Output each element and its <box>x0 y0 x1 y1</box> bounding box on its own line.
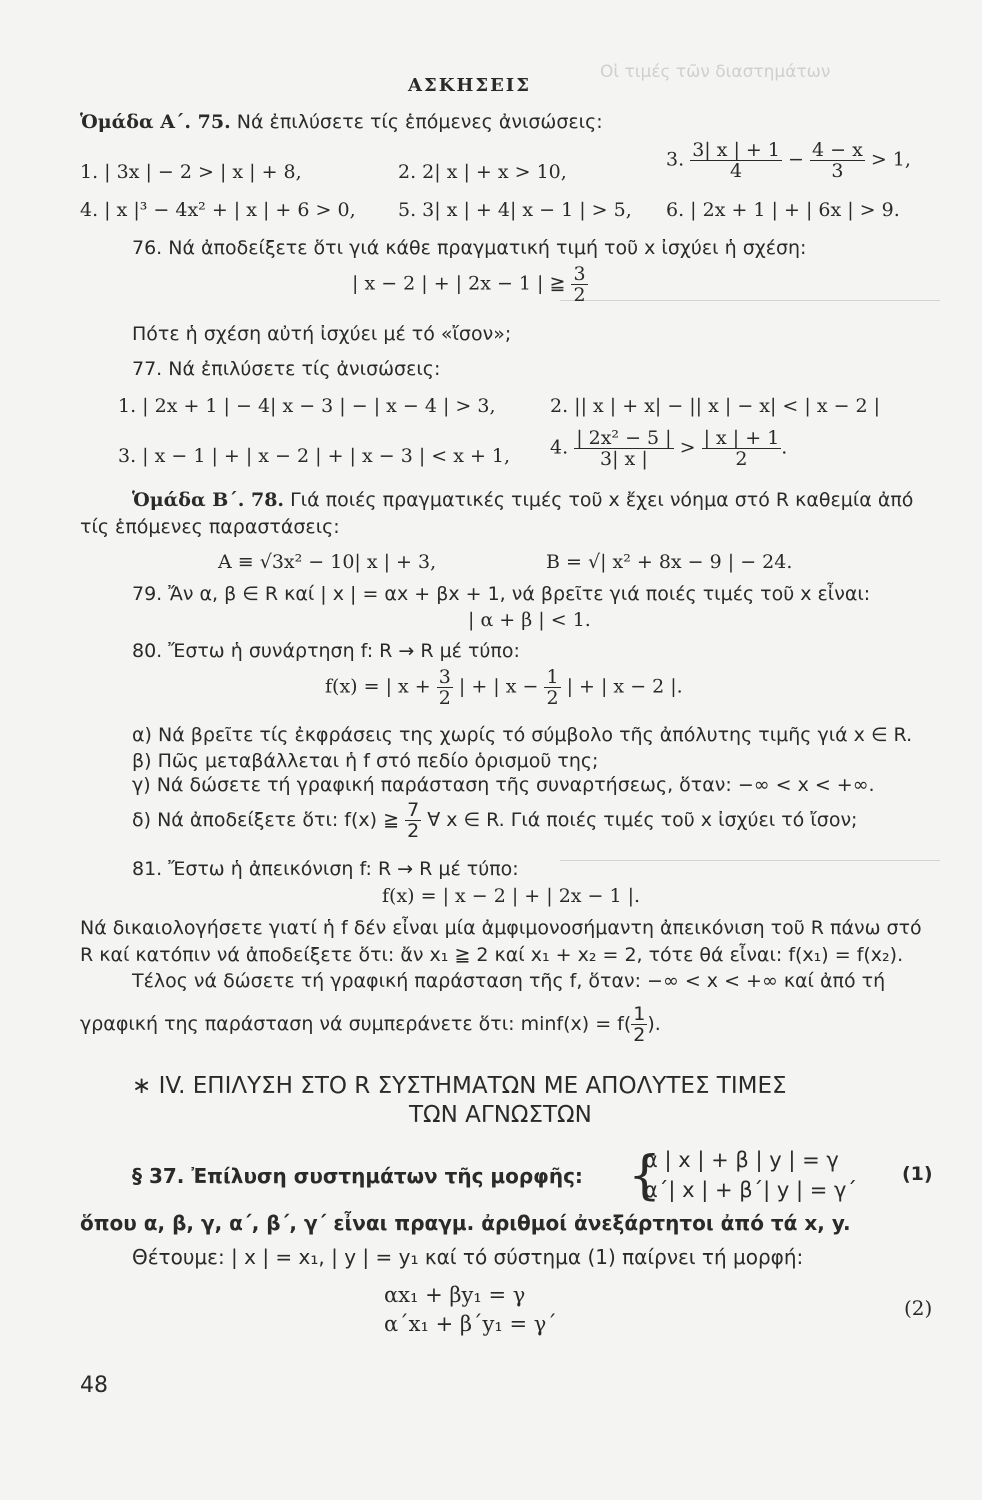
exercise-76-formula: | x − 2 | + | 2x − 1 | ≧ $\frac{3}{2}$ <box>352 263 586 306</box>
group-a-label: Ὁμάδα Α΄. 75. <box>80 111 231 133</box>
exercise-75-4: 4. | x |³ − 4x² + | x | + 6 > 0, <box>80 199 356 221</box>
page-number: 48 <box>80 1373 108 1398</box>
expression-b: B = √| x² + 8x − 9 | − 24. <box>546 551 793 573</box>
exercise-77-2: 2. || x | + x| − || x | − x| < | x − 2 | <box>550 395 881 417</box>
fraction: $\frac{3}{2}$ <box>573 263 586 306</box>
exercise-81-p1: Νά δικαιολογήσετε γιατί ἡ f δέν εἶναι μία ἀμφιμονοσήμαντη ἀπεικόνιση τοῦ R πάνω στό <box>80 917 922 939</box>
group-a-text: Νά ἐπιλύσετε τίς ἑπόμενες ἀνισώσεις: <box>236 111 603 133</box>
exercise-77-3: 3. | x − 1 | + | x − 2 | + | x − 3 | < x + 1, <box>118 445 511 467</box>
expression-a: A ≡ √3x² − 10| x | + 3, <box>218 551 437 573</box>
exercise-81-p3: Τέλος νά δώσετε τή γραφική παράσταση τῆς f, ὅταν: −∞ < x < +∞ καί ἀπό τή <box>132 970 886 992</box>
exercise-81-formula: f(x) = | x − 2 | + | 2x − 1 |. <box>382 885 641 907</box>
fraction: $\frac{| x | + 1}{2}$ <box>703 427 780 470</box>
exercise-76-question: Πότε ἡ σχέση αὐτή ἰσχύει μέ τό «ἴσον»; <box>132 323 512 345</box>
exercise-75-6: 6. | 2x + 1 | + | 6x | > 9. <box>666 199 900 221</box>
section-iv-heading: ∗ IV. ΕΠΙΛΥΣΗ ΣΤΟ R ΣΥΣΤΗΜΑΤΩΝ ΜΕ ΑΠΟΛΥΤΕΣ ΤΙΜΕΣ <box>132 1073 787 1099</box>
section-iv-heading-continued: ΤΩΝ ΑΓΝΩΣΤΩΝ <box>409 1102 592 1128</box>
system-1-line-2: α΄| x | + β΄| y | = γ΄ <box>644 1178 857 1202</box>
system-brace: { <box>628 1146 662 1206</box>
exercise-81-p4: γραφική της παράσταση νά συμπεράνετε ὅτι: minf(x) = f( $\frac{1}{2}$ ). <box>80 1003 661 1046</box>
equation-number-1: (1) <box>902 1163 933 1185</box>
system-2-line-1: αx₁ + βy₁ = γ <box>384 1283 526 1307</box>
section-37-where: ὅπου α, β, γ, α΄, β΄, γ΄ εἶναι πραγμ. ἀριθμοί ἀνεξάρτητοι ἀπό τά x, y. <box>80 1211 851 1235</box>
group-b-text-continued: τίς ἑπόμενες παραστάσεις: <box>80 516 340 538</box>
page-title: ΑΣΚΗΣΕΙΣ <box>408 75 531 96</box>
exercise-77-text: 77. Νά ἐπιλύσετε τίς ἀνισώσεις: <box>132 358 441 380</box>
exercise-76-text: 76. Νά ἀποδείξετε ὅτι γιά κάθε πραγματική τιμή τοῦ x ἰσχύει ἡ σχέση: <box>132 237 807 259</box>
exercise-80-text: 80. Ἔστω ἡ συνάρτηση f: R → R μέ τύπο: <box>132 640 520 662</box>
fraction: $\frac{3| x | + 1}{4}$ <box>692 139 780 182</box>
exercise-75-2: 2. 2| x | + x > 10, <box>398 161 567 183</box>
fraction: $\frac{1}{2}$ <box>546 666 559 709</box>
group-a-intro <box>80 110 603 134</box>
exercise-77-1: 1. | 2x + 1 | − 4| x − 3 | − | x − 4 | > 3, <box>118 395 496 417</box>
fraction: $\frac{7}{2}$ <box>407 799 420 842</box>
bleed-through-rule <box>560 300 940 301</box>
exercise-75-3-label: 3. <box>666 148 685 171</box>
group-b-label: Ὁμάδα Β΄. 78. <box>132 489 285 511</box>
exercise-75-1: 1. | 3x | − 2 > | x | + 8, <box>80 161 302 183</box>
exercise-80-d: δ) Νά ἀποδείξετε ὅτι: f(x) ≧ $\frac{7}{2}$ ∀ x ∈ R. Γιά ποιές τιμές τοῦ x ἰσχύει τό ἴσον; <box>132 799 858 842</box>
exercise-81-text: 81. Ἔστω ἡ ἀπεικόνιση f: R → R μέ τύπο: <box>132 858 519 880</box>
exercise-79-formula: | α + β | < 1. <box>468 609 591 631</box>
exercise-80-a: α) Νά βρεῖτε τίς ἐκφράσεις της χωρίς τό σύμβολο τῆς ἀπόλυτης τιμῆς γιά x ∈ R. <box>132 724 913 746</box>
bleed-through-text: Οἱ τιμές τῶν διαστημάτων <box>600 62 831 82</box>
fraction: $\frac{4 - x}{3}$ <box>811 139 863 182</box>
fraction: $\frac{\text{| 2x² − 5 |}}{3| x |}$ <box>576 427 672 470</box>
exercise-77-4: 4. $\frac{\text{| 2x² − 5 |}}{3| x |}$ > $\frac{| x | + 1}{2}$ . <box>550 427 788 470</box>
group-b-intro <box>132 488 913 512</box>
bleed-through-rule <box>560 860 940 861</box>
exercise-80-formula: f(x) = | x + $\frac{3}{2}$ | + | x − $\frac{1}{2}$ | + | x − 2 |. <box>325 666 683 709</box>
exercise-79-text: 79. Ἄν α, β ∈ R καί | x | = αx + βx + 1, νά βρεῖτε γιά ποιές τιμές τοῦ x εἶναι: <box>132 583 871 605</box>
exercise-80-b: β) Πῶς μεταβάλλεται ἡ f στό πεδίο ὁρισμοῦ της; <box>132 750 599 772</box>
fraction: $\frac{1}{2}$ <box>633 1003 646 1046</box>
equation-number-2: (2) <box>904 1296 933 1320</box>
group-b-text: Γιά ποιές πραγματικές τιμές τοῦ x ἔχει νόημα στό R καθεμία ἀπό <box>290 489 914 511</box>
exercise-75-3: 3. $\frac{3| x | + 1}{4}$ − $\frac{4 - x}{3}$ > 1, <box>666 139 911 182</box>
exercise-75-5: 5. 3| x | + 4| x − 1 | > 5, <box>398 199 632 221</box>
system-1-line-1: α | x | + β | y | = γ <box>644 1148 839 1172</box>
fraction: $\frac{3}{2}$ <box>438 666 451 709</box>
system-2-line-2: α΄x₁ + β΄y₁ = γ΄ <box>384 1312 557 1336</box>
section-37-heading: § 37. Ἐπίλυση συστημάτων τῆς μορφῆς: <box>132 1164 583 1188</box>
exercise-80-c: γ) Νά δώσετε τή γραφική παράσταση τῆς συναρτήσεως, ὅταν: −∞ < x < +∞. <box>132 774 875 796</box>
section-37-set: Θέτουμε: | x | = x₁, | y | = y₁ καί τό σύστημα (1) παίρνει τή μορφή: <box>132 1245 804 1269</box>
exercise-81-p2: R καί κατόπιν νά ἀποδείξετε ὅτι: ἄν x₁ ≧ 2 καί x₁ + x₂ = 2, τότε θά εἶναι: f(x₁) = f(x₂). <box>80 944 904 966</box>
